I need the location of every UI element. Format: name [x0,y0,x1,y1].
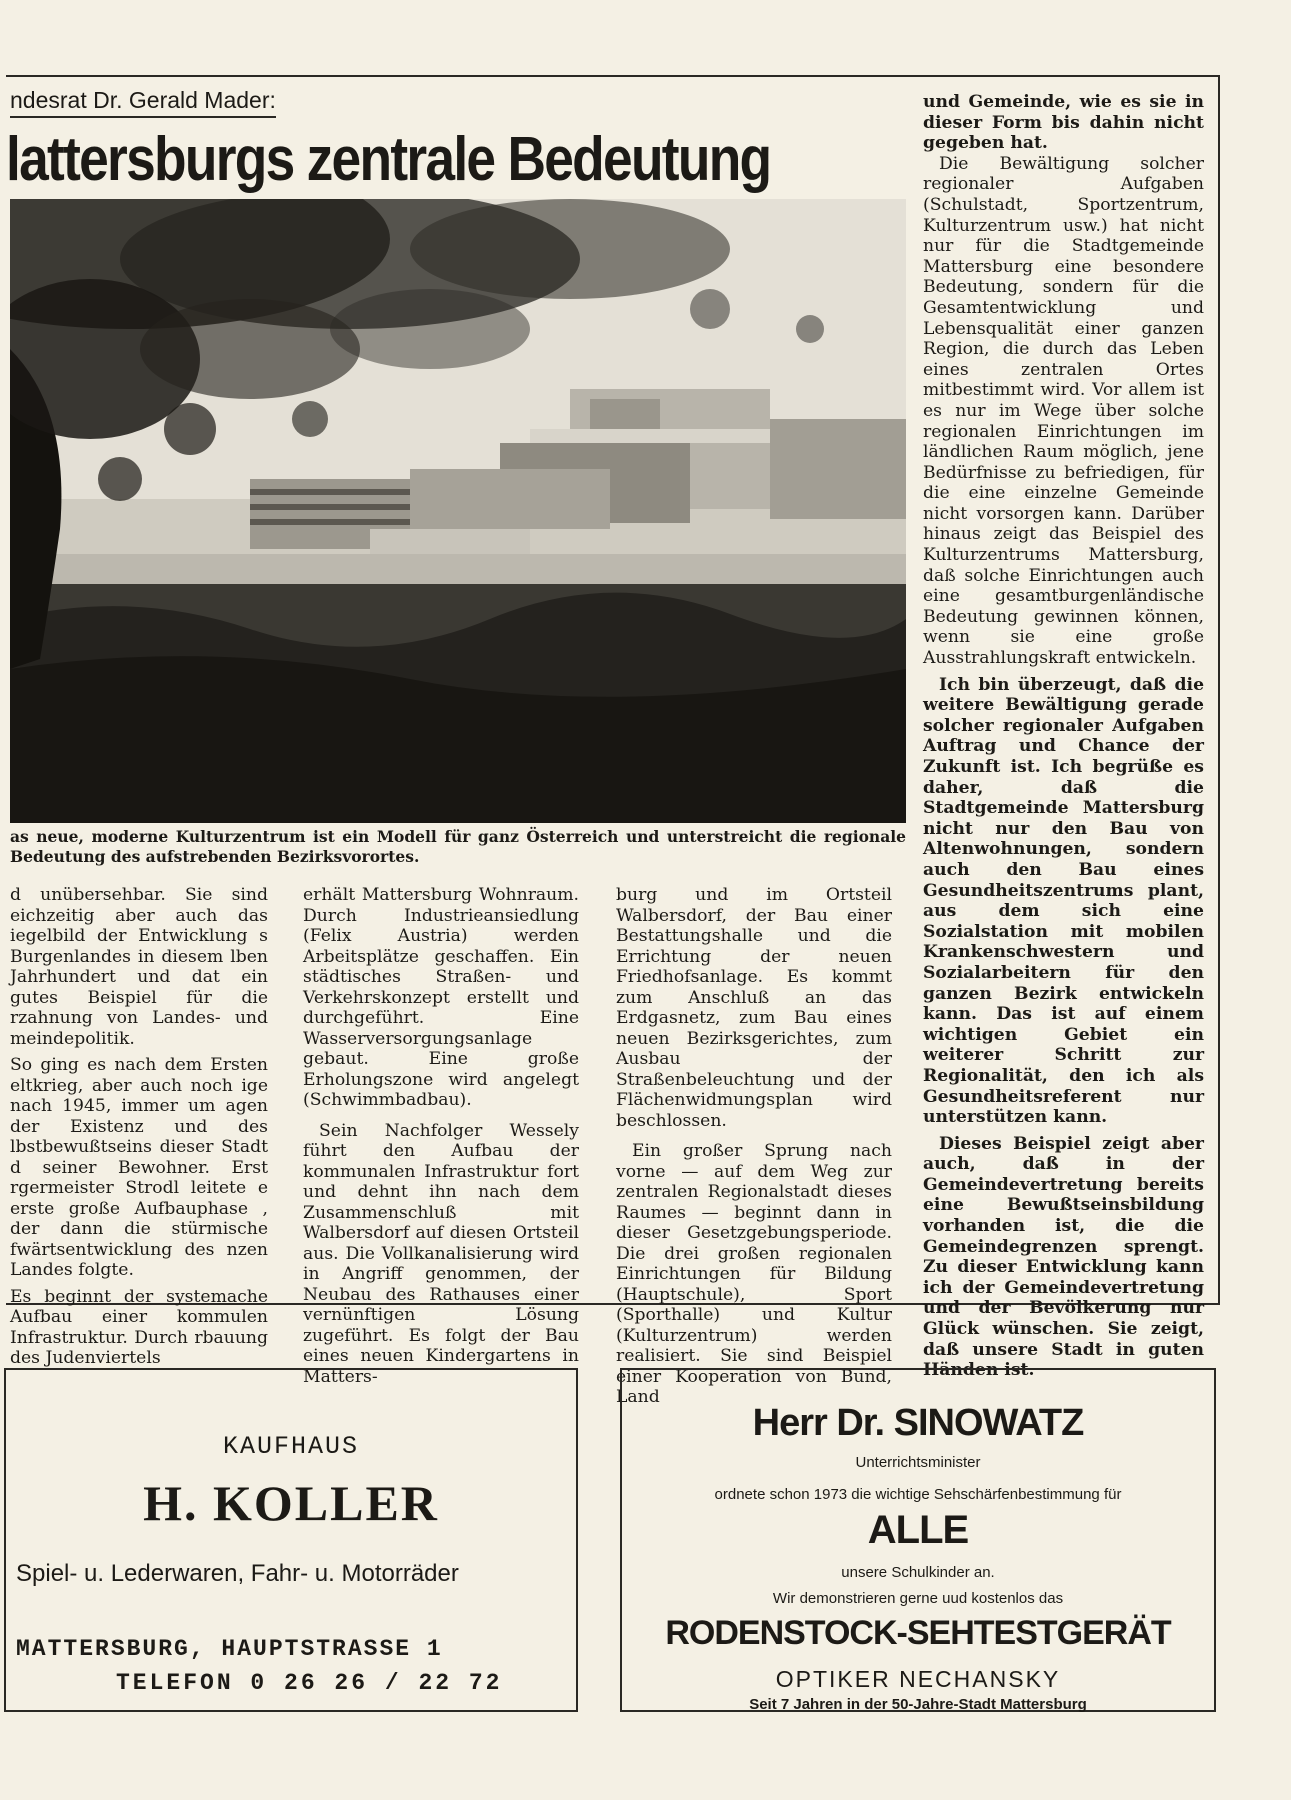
ad-optiker-kids: unsere Schulkinder an. [841,1564,995,1581]
ad-koller-name: H. KOLLER [143,1475,439,1531]
article-kicker: ndesrat Dr. Gerald Mader: [10,87,276,118]
paragraph: So ging es nach dem Ersten eltkrieg, aber auch noch ige nach 1945, immer um agen der Existenz und des lbstbewußtseins dieser Stadt d seiner Bewohner. Erst rgermeister Strodl leitete e erste große Aufbauphase , der dann die stürmische fwärtsentwicklung des nzen Landes folgte. [10,1055,268,1280]
paragraph: Ein großer Sprung nach vorne — auf dem Weg zur zentralen Regionalstadt dieses Raumes — beginnt dann in dieser Gesetzgebungsperiode. Die drei großen regionalen Einrichtungen für Bildung (Hauptschule), Sport (Sporthalle) und Kultur (Kulturzentrum) werden realisiert. Sie sind Beispiel einer Kooperation von Bund, Land [616,1141,892,1407]
ad-optiker-alle: ALLE [867,1508,969,1552]
article-column-4 [923,92,1204,1381]
ad-optiker-demo: Wir demonstrieren gerne uud kostenlos das [772,1590,1064,1607]
paragraph: burg und im Ortsteil Walbersdorf, der Bau einer Bestattungshalle und die Errichtung der neuen Friedhofsanlage. Es kommt zum Anschluß an das Erdgasnetz, zum Bau eines neuen Bezirksgerichtes, zum Ausbau der Straßenbeleuchtung und der Flächenwidmungsplan wird beschlossen. [616,885,892,1131]
article [6,75,1220,1407]
kulturzentrum-photo [10,199,906,823]
ad-koller-address: MATTERSBURG, HAUPTSTRASSE 1 [16,1636,443,1662]
article-column-3 [616,885,892,1414]
ad-optiker-name: Herr Dr. SINOWATZ [752,1402,1084,1444]
article-headline: lattersburgs zentrale Bedeutung [6,125,771,194]
article-column-2 [303,885,579,1393]
paragraph: Sein Nachfolger Wessely führt den Aufbau der kommunalen Infrastruktur fort und dehnt ihn nach dem Zusammenschluß mit Walbersdorf auf diesen Ortsteil aus. Die Vollkanalisierung wird in Angriff genommen, der Neubau des Rathauses einer vernünftigen Lösung zugeführt. Es folgt der Bau eines neuen Kindergartens in Matters- [303,1120,579,1387]
paragraph: d unübersehbar. Sie sind eichzeitig aber auch das iegelbild der Entwicklung s Burgenlandes in diesem lben Jahrhundert und dat ein gutes Beispiel für die rzahnung von Landes- und meindepolitik. [10,885,268,1049]
ad-optiker-title: Unterrichtsminister [855,1454,981,1471]
ad-koller [4,1368,578,1712]
paragraph: Es beginnt der systemache Aufbau einer kommulen Infrastruktur. Durch rbauung des Judenviertels [10,1286,268,1368]
paragraph: erhält Mattersburg Wohnraum. Durch Industrieansiedlung (Felix Austria) werden Arbeitsplätze geschaffen. Ein städtisches Straßen- und Verkehrskonzept erstellt und durchgeführt. Eine Wasserversorgungsanlage gebaut. Eine große Erholungszone wird angelegt (Schwimmbadbau). [303,885,579,1110]
paragraph: Dieses Beispiel zeigt aber auch, daß in der Gemeindevertretung bereits eine Bewußtseinsbildung vorhanden ist, die die Gemeindegrenzen sprengt. Zu dieser Entwicklung kann ich der Gemeindevertretung und der Bevölkerung nur Glück wünschen. Sie zeigt, daß unsere Stadt in guten Händen ist. [923,1133,1204,1381]
ad-koller-goods: Spiel- u. Lederwaren, Fahr- u. Motorräder [16,1560,459,1587]
paragraph: und Gemeinde, wie es sie in dieser Form bis dahin nicht gegeben hat. [923,92,1204,154]
article-column-1 [10,885,268,1375]
ad-optiker-order: ordnete schon 1973 die wichtige Sehschärfenbestimmung für [714,1486,1122,1503]
ad-optiker-device: RODENSTOCK-SEHTESTGERÄT [665,1614,1171,1652]
ad-koller-label: KAUFHAUS [222,1432,360,1461]
ad-optiker-since: Seit 7 Jahren in der 50-Jahre-Stadt Mattersburg [749,1696,1087,1713]
paragraph: Die Bewältigung solcher regionaler Aufgaben (Schulstadt, Sportzentrum, Kulturzentrum usw.) hat nicht nur für die Stadtgemeinde Mattersburg eine besondere Bedeutung, sondern für die Gesamtentwicklung und Lebensqualität einer ganzen Region, die durch das Leben eines zentralen Ortes mitbestimmt wird. Vor allem ist es nur im Wege über solche regionalen Einrichtungen im ländlichen Raum möglich, jene Bedürfnisse zu befriedigen, für die eine einzelne Gemeinde nicht vorsorgen kann. Darüber hinaus zeigt das Beispiel des Kulturzentrums Mattersburg, daß solche Einrichtungen auch eine gesamtburgenländische Bedeutung gewinnen können, wenn sie eine große Ausstrahlungskraft entwickeln. [923,153,1204,669]
paragraph: Ich bin überzeugt, daß die weitere Bewältigung gerade solcher regionaler Aufgaben Auftrag und Chance der Zukunft ist. Ich begrüße es daher, daß die Stadtgemeinde Mattersburg nicht nur den Bau von Altenwohnungen, sondern auch den Bau eines Gesundheitszentrums plant, aus dem sich eine Sozialstation mit mobilen Krankenschwestern und Sozialarbeitern für den ganzen Bezirk entwickeln kann. Das ist auf einem wichtigen Gebiet ein weiterer Schritt zur Regionalität, den ich als Gesundheitsreferent nur unterstützen kann. [923,674,1204,1128]
ad-koller-phone: TELEFON 0 26 26 / 22 72 [116,1670,503,1696]
photo-caption: as neue, moderne Kulturzentrum ist ein Modell für ganz Österreich und unterstreicht die regionale Bedeutung des aufstrebenden Bezirksvorortes. [10,827,906,866]
ad-optiker [620,1368,1216,1712]
ad-optiker-shop: OPTIKER NECHANSKY [775,1666,1061,1692]
